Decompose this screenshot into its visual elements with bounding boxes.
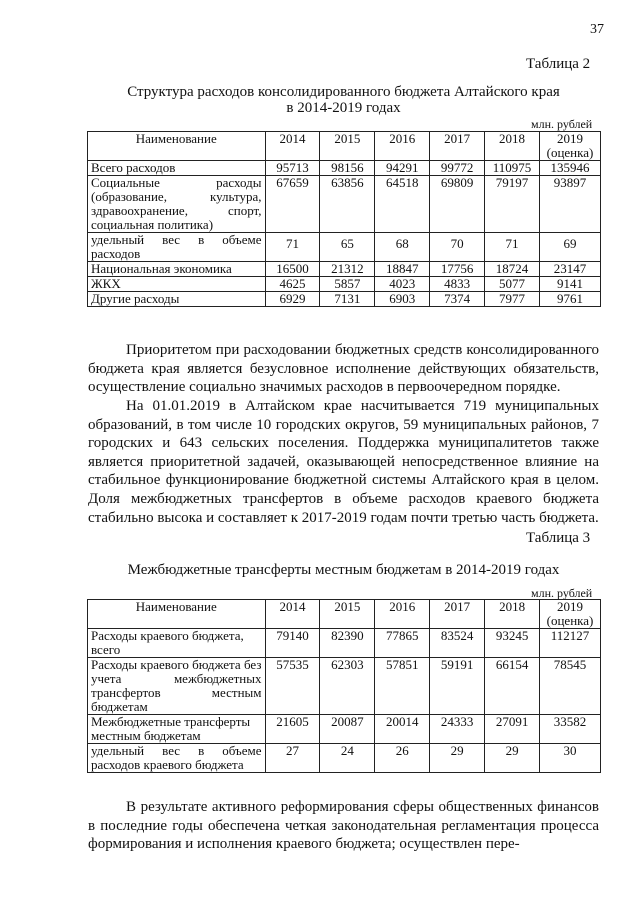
value-cell: 4023	[375, 277, 430, 292]
value-cell: 70	[430, 233, 485, 262]
value-cell: 63856	[320, 176, 375, 233]
table-row	[88, 277, 601, 292]
value-cell: 5077	[485, 277, 540, 292]
header-cell: 2015	[320, 600, 375, 629]
row-name: Другие расходы	[88, 292, 266, 307]
value-cell: 27	[265, 744, 320, 773]
value-cell: 29	[430, 744, 485, 773]
value-cell: 79140	[265, 629, 320, 658]
value-cell: 69809	[430, 176, 485, 233]
header-cell: 2019 (оценка)	[540, 132, 601, 161]
value-cell: 59191	[430, 658, 485, 715]
table3-caption: Таблица 3	[526, 530, 591, 546]
value-cell: 66154	[485, 658, 540, 715]
value-cell: 24333	[430, 715, 485, 744]
value-cell: 57851	[375, 658, 430, 715]
value-cell: 62303	[320, 658, 375, 715]
table-row	[88, 176, 601, 233]
value-cell: 4833	[430, 277, 485, 292]
table3-title: Межбюджетные трансферты местным бюджетам в 2014-2019 годах	[127, 562, 560, 578]
value-cell: 4625	[265, 277, 320, 292]
table2-caption: Таблица 2	[526, 56, 591, 72]
value-cell: 82390	[320, 629, 375, 658]
table2-title	[88, 84, 599, 116]
value-cell: 95713	[265, 161, 320, 176]
value-cell: 20087	[320, 715, 375, 744]
page-number: 37	[590, 22, 604, 37]
header-cell: 2016	[375, 600, 430, 629]
value-cell: 20014	[375, 715, 430, 744]
table-row	[88, 292, 601, 307]
value-cell: 17756	[430, 262, 485, 277]
value-cell: 71	[265, 233, 320, 262]
value-cell: 18847	[375, 262, 430, 277]
header-cell: 2018	[485, 600, 540, 629]
table-header-row	[88, 600, 601, 629]
row-name: Расходы краевого бюджета, всего	[88, 629, 266, 658]
value-cell: 26	[375, 744, 430, 773]
value-cell: 7977	[485, 292, 540, 307]
value-cell: 98156	[320, 161, 375, 176]
table-row	[88, 161, 601, 176]
table-row	[88, 233, 601, 262]
value-cell: 5857	[320, 277, 375, 292]
value-cell: 71	[485, 233, 540, 262]
table2	[87, 131, 601, 307]
value-cell: 57535	[265, 658, 320, 715]
header-cell: Наименование	[88, 132, 266, 161]
value-cell: 78545	[540, 658, 601, 715]
header-cell: 2019 (оценка)	[540, 600, 601, 629]
value-cell: 65	[320, 233, 375, 262]
value-cell: 93245	[485, 629, 540, 658]
header-cell: 2015	[320, 132, 375, 161]
header-cell: 2017	[430, 132, 485, 161]
table-row	[88, 744, 601, 773]
value-cell: 16500	[265, 262, 320, 277]
table2-unit: млн. рублей	[531, 117, 593, 131]
row-name: удельный вес в объеме расходов	[88, 233, 266, 262]
paragraph-reform: В результате активного реформирования сферы общественных финансов в последние годы обеспечена четкая законодательная регламентация процесса формирования и исполнения краевого бюджета; осуществлен пере-	[88, 799, 599, 853]
header-cell: 2014	[265, 132, 320, 161]
paragraph-priority: Приоритетом при расходовании бюджетных средств консолидированного бюджета края является безусловное исполнение действующих обязательств, осуществление социально значимых расходов в первоочередном порядке.	[88, 342, 599, 396]
row-name: Социальные расходы (образование, культура, здравоохранение, спорт, социальная политика)	[88, 176, 266, 233]
value-cell: 6929	[265, 292, 320, 307]
value-cell: 30	[540, 744, 601, 773]
value-cell: 94291	[375, 161, 430, 176]
value-cell: 112127	[540, 629, 601, 658]
value-cell: 79197	[485, 176, 540, 233]
value-cell: 69	[540, 233, 601, 262]
row-name: удельный вес в объеме расходов краевого бюджета	[88, 744, 266, 773]
value-cell: 27091	[485, 715, 540, 744]
value-cell: 68	[375, 233, 430, 262]
table-header-row	[88, 132, 601, 161]
table-row	[88, 658, 601, 715]
value-cell: 67659	[265, 176, 320, 233]
value-cell: 99772	[430, 161, 485, 176]
value-cell: 7374	[430, 292, 485, 307]
value-cell: 6903	[375, 292, 430, 307]
value-cell: 33582	[540, 715, 601, 744]
header-cell: 2016	[375, 132, 430, 161]
value-cell: 135946	[540, 161, 601, 176]
row-name: Всего расходов	[88, 161, 266, 176]
value-cell: 24	[320, 744, 375, 773]
value-cell: 7131	[320, 292, 375, 307]
table3	[87, 599, 601, 773]
header-cell: 2018	[485, 132, 540, 161]
value-cell: 83524	[430, 629, 485, 658]
header-cell: 2017	[430, 600, 485, 629]
value-cell: 64518	[375, 176, 430, 233]
value-cell: 110975	[485, 161, 540, 176]
value-cell: 77865	[375, 629, 430, 658]
row-name: Расходы краевого бюджета без учета межбюджетных трансфертов местным бюджетам	[88, 658, 266, 715]
table2-title-line1: Структура расходов консолидированного бюджета Алтайского края	[127, 84, 560, 100]
value-cell: 29	[485, 744, 540, 773]
header-cell: Наименование	[88, 600, 266, 629]
table-row	[88, 262, 601, 277]
value-cell: 93897	[540, 176, 601, 233]
value-cell: 21312	[320, 262, 375, 277]
value-cell: 9141	[540, 277, 601, 292]
row-name: Национальная экономика	[88, 262, 266, 277]
table-row	[88, 629, 601, 658]
row-name: ЖКХ	[88, 277, 266, 292]
table-row	[88, 715, 601, 744]
value-cell: 21605	[265, 715, 320, 744]
paragraph-municipalities: На 01.01.2019 в Алтайском крае насчитывается 719 муниципальных образований, в том числе 10 городских округов, 59 муниципальных районов, 7 городских и 643 сельских поселения. Поддержка муниципалитетов также является приоритетной задачей, оказывающей непосредственное влияние на стабильное функционирование бюджетной системы Алтайского края в целом. Доля межбюджетных трансфертов в объеме расходов краевого бюджета стабильно высока и составляет к 2017-2019 годам почти третью часть бюджета.	[88, 398, 599, 526]
table3-unit: млн. рублей	[531, 586, 593, 600]
value-cell: 9761	[540, 292, 601, 307]
table2-title-line2: в 2014-2019 годах	[286, 100, 401, 116]
value-cell: 23147	[540, 262, 601, 277]
header-cell: 2014	[265, 600, 320, 629]
row-name: Межбюджетные трансферты местным бюджетам	[88, 715, 266, 744]
value-cell: 18724	[485, 262, 540, 277]
